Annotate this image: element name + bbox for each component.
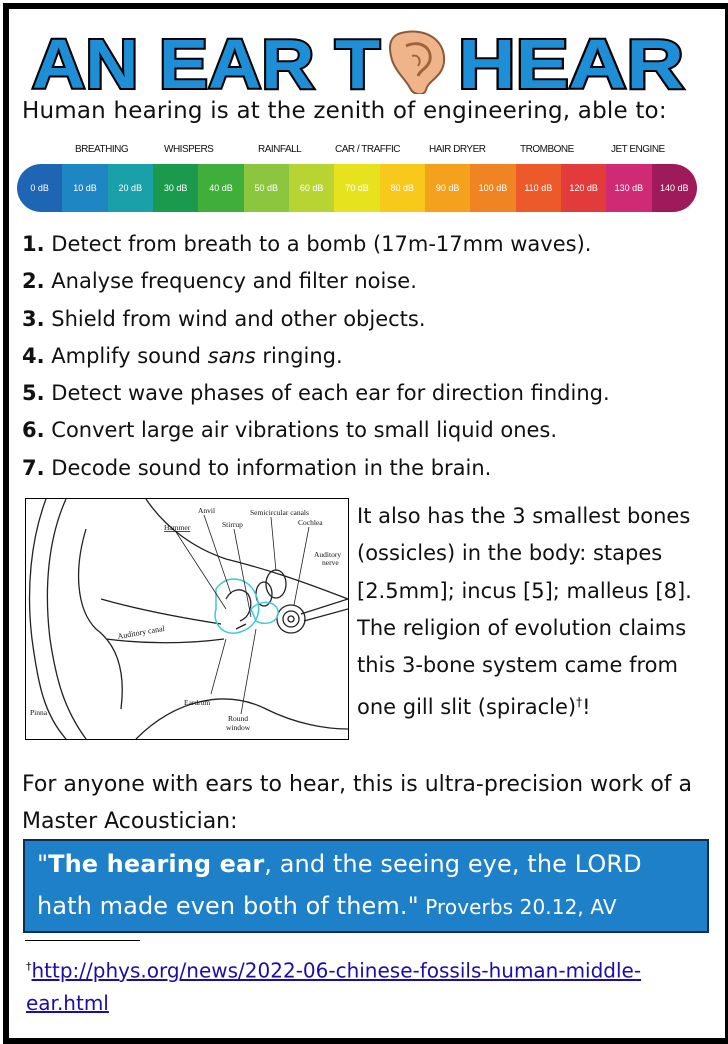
label-round-1: Round [228,714,249,723]
list-text: Detect from breath to a bomb (17m-17mm waves). [51,232,592,256]
ear-anatomy-diagram [25,498,349,740]
label-auditory-nerve-2: nerve [322,558,339,567]
ear-anatomy-image [26,499,348,739]
quote-rest: , and the seeing eye, the LORD hath made even both of them." [37,850,642,920]
decibel-segment: 120 dB [561,164,606,212]
acoustician-paragraph: For anyone with ears to hear, this is ultra-precision work of a Master Acoustician: [22,772,693,834]
list-italic: sans [207,343,256,368]
decibel-segment: 60 dB [289,164,334,212]
label-auditory-nerve-1: Auditory [314,550,342,559]
list-number: 7. [22,455,45,480]
label-cochlea: Cochlea [298,518,323,527]
decibel-segment: 90 dB [425,164,470,212]
ossicles-end: ! [582,695,591,720]
quote-bold: The hearing ear [48,850,265,878]
list-number: 4. [22,343,45,368]
list-item [22,450,610,487]
list-text: Amplify sound [51,343,208,368]
list-text: Shield from wind and other objects. [51,306,426,331]
list-text: Convert large air vibrations to small liquid ones. [51,418,558,443]
footnote [26,951,686,1019]
list-number: 2. [22,269,45,294]
ossicles-paragraph [357,498,692,727]
footnote-dagger: † [26,960,32,973]
decibel-segment: 100 dB [470,164,515,212]
ossicles-text: It also has the 3 smallest bones (ossicles) in the body: stapes [2.5mm]; incus [5]; malleus [8]. The religion of evolution claims this 3-bone system came from one gill slit (spiracle) [357,504,692,720]
page-title [30,22,690,94]
decibel-segment: 140 dB [652,164,697,212]
decibel-label: RAINFALL [258,144,302,155]
title-part2: HEAR [458,25,684,94]
label-anvil: Anvil [198,506,216,515]
label-hammer: Hammer [164,523,191,532]
quote-open: " [37,850,49,878]
list-item [22,263,610,300]
list-item [22,375,610,412]
footnote-divider [25,940,140,941]
decibel-segment: 0 dB [17,164,62,212]
decibel-segment: 110 dB [516,164,561,212]
label-eardrum: Eardrum [184,698,211,707]
decibel-segment: 40 dB [198,164,243,212]
label-stirrup: Stirrup [222,520,243,529]
decibel-segment: 50 dB [244,164,289,212]
list-number: 6. [22,418,45,443]
label-pinna: Pinna [30,708,48,717]
list-item [22,338,610,375]
decibel-segment: 30 dB [153,164,198,212]
decibel-segment: 80 dB [380,164,425,212]
list-text: Decode sound to information in the brain. [51,455,492,480]
list-item [22,301,610,338]
decibel-label: WHISPERS [164,144,214,155]
title-part1: AN EAR T [32,25,380,94]
list-text: ringing. [255,343,343,368]
ear-icon [390,32,444,94]
decibel-label: TROMBONE [520,144,574,155]
intro-text: Human hearing is at the zenith of engineering, able to: [22,98,667,124]
label-semicircular: Semicircular canals [250,508,309,517]
list-number: 3. [22,306,45,331]
label-round-2: window [226,723,251,732]
footnote-link[interactable]: http://phys.org/news/2022-06-chinese-fossils-human-middle-ear.html [26,958,642,1015]
scripture-quote [23,839,709,933]
ability-list [22,226,610,487]
list-text: Analyse frequency and filter noise. [51,269,417,294]
quote-reference: Proverbs 20.12, AV [418,895,617,919]
decibel-segment: 20 dB [108,164,153,212]
dagger-mark: † [576,695,583,710]
list-text: Detect wave phases of each ear for direction finding. [51,381,610,406]
decibel-label: CAR / TRAFFIC [335,144,400,155]
decibel-segment: 130 dB [606,164,651,212]
decibel-label: HAIR DRYER [429,144,486,155]
label-auditory-canal: Auditory canal [116,623,166,641]
list-item [22,226,610,263]
list-number: 1. [22,232,45,256]
decibel-scale [17,140,697,218]
decibel-label: BREATHING [75,144,129,155]
list-item [22,412,610,449]
decibel-segment: 70 dB [334,164,379,212]
list-number: 5. [22,381,45,406]
decibel-label: JET ENGINE [611,144,665,155]
decibel-bar [17,164,697,212]
decibel-segment: 10 dB [62,164,107,212]
